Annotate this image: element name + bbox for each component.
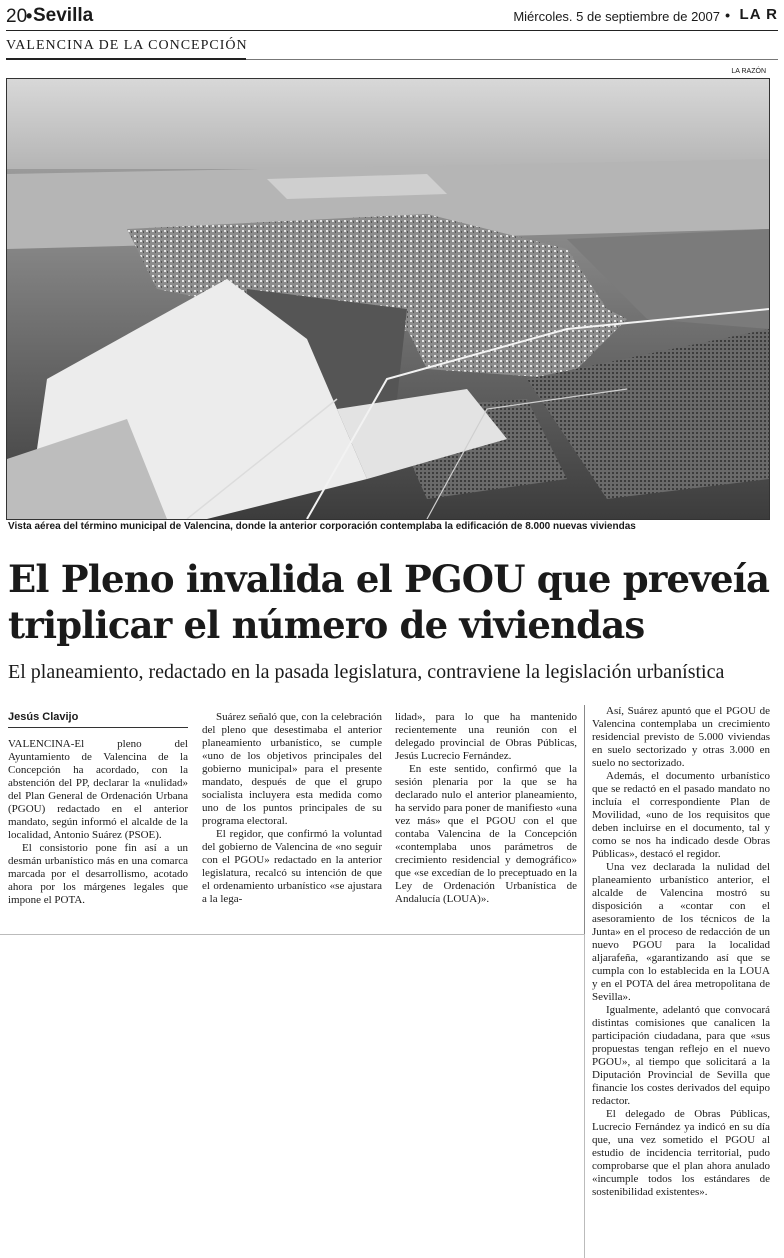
locality-rule: [6, 58, 246, 60]
paragraph: Una vez declarada la nulidad del planeamiento urbanístico anterior, el alcalde de Valencina mostró su disposición a «contar con el asesoramiento de los técnicos de la Junta» en el proceso de redacción de un nuevo PGOU para la localidad aljarafeña, «garantizando así que se cumpla con lo establecida en la LOUA y en el POTA del área metropolitana de Sevilla».: [592, 861, 770, 1003]
photo-caption: Vista aérea del término municipal de Valencina, donde la anterior corporación contemplaba la edificación de 8.000 nuevas viviendas: [8, 521, 636, 532]
paragraph: Suárez señaló que, con la celebración del pleno que desestimaba el anterior planeamiento urbanístico, se cumple «uno de los objetivos principales del gobierno municipal» para el presente mandato, después de que el grupo socialista incluyera esta medida como uno de los puntos principales de su programa electoral.: [202, 711, 382, 827]
column-1: [8, 738, 188, 907]
newspaper-logo: LA R: [739, 6, 778, 23]
header-bullet-2: •: [725, 7, 730, 23]
column-2: [202, 711, 382, 906]
subheadline: El planeamiento, redactado en la pasada legislatura, contraviene la legislación urbanística: [8, 661, 725, 683]
paragraph: VALENCINA-El pleno del Ayuntamiento de Valencina de la Concepción ha acordado, con la abstención del PP, declarar la «nulidad» del Plan General de Ordenación Urbana (PGOU) redactado en el anterior mandato, según informó el alcalde de la localidad, Antonio Suárez (PSOE).: [8, 738, 188, 841]
page-number: 20: [6, 6, 28, 27]
column-3: [395, 711, 577, 906]
byline: Jesús Clavijo: [8, 711, 188, 728]
paragraph: Así, Suárez apuntó que el PGOU de Valencina contemplaba un crecimiento residencial previsto de 5.000 viviendas en suelo sectorizado y otras 3.000 en suelo no sectorizado.: [592, 705, 770, 769]
headline-line-2: triplicar el número de viviendas: [8, 603, 645, 647]
section-name: Sevilla: [33, 5, 94, 26]
locality-label: VALENCINA DE LA CONCEPCIÓN: [6, 38, 248, 53]
paragraph: Igualmente, adelantó que convocará distintas comisiones que canalicen la participación ciudadana, para que «sus propuestas tengan reflejo en el nuevo PGOU», al tiempo que solicitará a la Diputación Provincial de Sevilla que financie los costes derivados del equipo redactor.: [592, 1004, 770, 1107]
aerial-photo: [6, 78, 770, 520]
paragraph: En este sentido, confirmó que la sesión plenaria por la que se ha declarado nulo el anterior planeamiento, ha servido para poner de manifiesto «una vez más» que el PGOU con el que contaba Valencina de la Concepción «contemplaba unos parámetros de crecimiento residencial y demográfico» que «se excedían de lo preceptuado en la Ley de Ordenación Urbanística de Andalucía (LOUA)».: [395, 763, 577, 905]
publication-date: Miércoles. 5 de septiembre de 2007: [513, 9, 720, 24]
blank-clipping-area: [0, 934, 585, 1258]
headline: [8, 556, 778, 648]
headline-line-1: El Pleno invalida el PGOU que preveía: [8, 557, 770, 601]
header-divider: [246, 59, 778, 60]
paragraph: El consistorio pone fin así a un desmán urbanístico más en una comarca marcada por el desarrollismo, acotado ahora por los márgenes legales que impone el POTA.: [8, 842, 188, 906]
column-4: [592, 705, 770, 1199]
page-header: [6, 4, 778, 31]
header-bullet: •: [26, 6, 33, 26]
paragraph: Además, el documento urbanístico que se redactó en el pasado mandato no incluía el correspondiente Plan de Movilidad, «uno de los requisitos que deben incluirse en el documento, tal y como se nos ha indicado desde Obras Públicas», destacó el regidor.: [592, 770, 770, 860]
paragraph: El regidor, que confirmó la voluntad del gobierno de Valencina de «no seguir con el PGOU» redactado en la anterior legislatura, recalcó su intención de que el ordenamiento urbanístico «se ajustara a la lega-: [202, 828, 382, 905]
paragraph: lidad», para lo que ha mantenido recientemente una reunión con el delegado provincial de Obras Públicas, Jesús Lucrecio Fernández.: [395, 711, 577, 762]
paragraph: El delegado de Obras Públicas, Lucrecio Fernández ya indicó en su día que, una vez sometido el PGOU al estudio de incidencia territorial, pudo comprobarse que el plan ahora anulado «incumple todos los estándares de sostenibilidad existentes».: [592, 1108, 770, 1198]
photo-credit: LA RAZÓN: [731, 68, 766, 75]
